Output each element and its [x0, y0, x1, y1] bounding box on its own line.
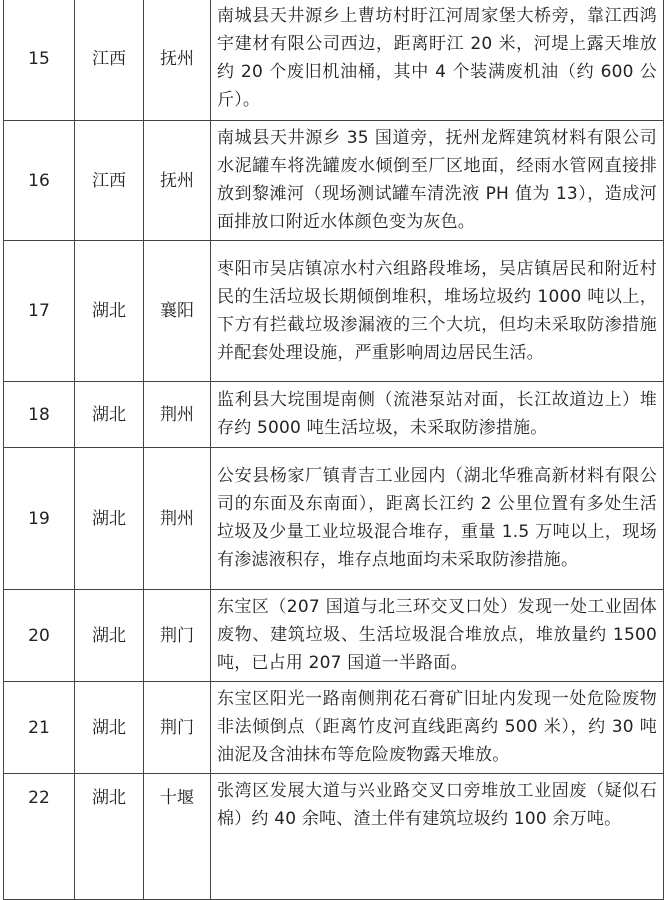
table-row	[4, 448, 664, 590]
row-province: 湖北	[75, 590, 144, 682]
row-city: 抚州	[144, 121, 211, 241]
table-row	[4, 590, 664, 682]
row-province: 湖北	[75, 382, 144, 448]
row-description: 公安县杨家厂镇青吉工业园内（湖北华雅高新材料有限公司的东面及东南面），距离长江约 2 公里位置有多处生活垃圾及少量工业垃圾混合堆存，重量 1.5 万吨以上，现场有渗滤液积存，堆存点地面均未采取防渗措施。	[211, 448, 664, 590]
row-province: 江西	[75, 0, 144, 121]
row-number: 18	[4, 382, 75, 448]
row-description: 张湾区发展大道与兴业路交叉口旁堆放工业固废（疑似石棉）约 40 余吨、渣土伴有建筑垃圾约 100 余万吨。	[211, 774, 664, 900]
row-city: 荆州	[144, 382, 211, 448]
row-description: 东宝区（207 国道与北三环交叉口处）发现一处工业固体废物、建筑垃圾、生活垃圾混合堆放点，堆放量约 1500 吨，已占用 207 国道一半路面。	[211, 590, 664, 682]
row-description: 东宝区阳光一路南侧荆花石膏矿旧址内发现一处危险废物非法倾倒点（距离竹皮河直线距离约 500 米），约 30 吨油泥及含油抹布等危险废物露天堆放。	[211, 682, 664, 774]
row-province: 湖北	[75, 774, 144, 900]
table-row	[4, 682, 664, 774]
table-row	[4, 121, 664, 241]
table-row	[4, 774, 664, 900]
row-province: 湖北	[75, 682, 144, 774]
row-city: 荆门	[144, 682, 211, 774]
row-city: 抚州	[144, 0, 211, 121]
row-province: 湖北	[75, 241, 144, 382]
row-description: 南城县天井源乡 35 国道旁，抚州龙辉建筑材料有限公司水泥罐车将洗罐废水倾倒至厂区地面，经雨水管网直接排放到黎滩河（现场测试罐车清洗液 PH 值为 13），造成河面排放口附近水体颜色变为灰色。	[211, 121, 664, 241]
row-province: 湖北	[75, 448, 144, 590]
row-description: 南城县天井源乡上曹坊村盱江河周家堡大桥旁，靠江西鸿宇建材有限公司西边，距离盱江 20 米，河堤上露天堆放约 20 个废旧机油桶，其中 4 个装满废机油（约 600 公斤）。	[211, 0, 664, 121]
row-city: 荆州	[144, 448, 211, 590]
row-city: 襄阳	[144, 241, 211, 382]
table-row	[4, 382, 664, 448]
row-number: 22	[4, 774, 75, 900]
row-number: 19	[4, 448, 75, 590]
row-number: 20	[4, 590, 75, 682]
row-province: 江西	[75, 121, 144, 241]
row-city: 十堰	[144, 774, 211, 900]
pollution-table	[3, 0, 664, 900]
row-description: 枣阳市吴店镇凉水村六组路段堆场，吴店镇居民和附近村民的生活垃圾长期倾倒堆积，堆场垃圾约 1000 吨以上，下方有拦截垃圾渗漏液的三个大坑，但均未采取防渗措施并配套处理设施，严重影响周边居民生活。	[211, 241, 664, 382]
row-city: 荆门	[144, 590, 211, 682]
row-number: 16	[4, 121, 75, 241]
row-number: 15	[4, 0, 75, 121]
table-row	[4, 0, 664, 121]
row-number: 21	[4, 682, 75, 774]
row-description: 监利县大垸围堤南侧（流港泵站对面，长江故道边上）堆存约 5000 吨生活垃圾，未采取防渗措施。	[211, 382, 664, 448]
row-number: 17	[4, 241, 75, 382]
table-row	[4, 241, 664, 382]
